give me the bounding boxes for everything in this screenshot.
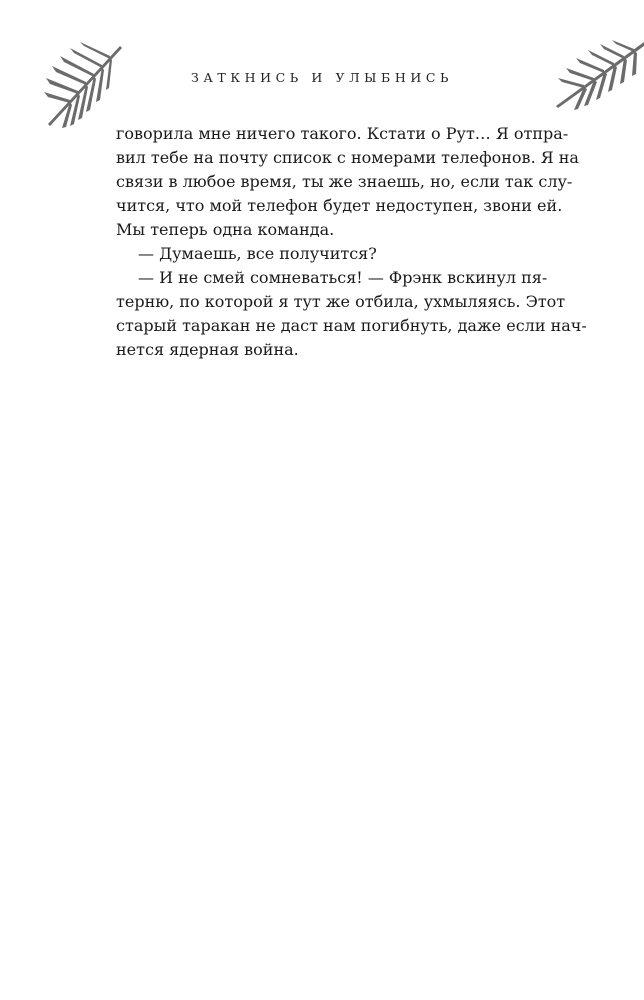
text-line: — И не смей сомневаться! — Фрэнк вскинул пя- — [138, 268, 548, 287]
text-line: старый таракан не даст нам погибнуть, даже если нач- — [116, 316, 587, 335]
text-line: говорила мне ничего такого. Кстати о Рут… Я отпра- — [116, 124, 569, 143]
text-line: терню, по которой я тут же отбила, ухмыляясь. Этот — [116, 292, 566, 311]
body-text — [116, 122, 587, 362]
text-line: нется ядерная война. — [116, 340, 299, 359]
text-line: чится, что мой телефон будет недоступен, звони ей. — [116, 196, 563, 215]
text-line: Мы теперь одна команда. — [116, 220, 335, 239]
running-header: ЗАТКНИСЬ И УЛЫБНИСЬ — [190, 70, 454, 85]
text-line: связи в любое время, ты же знаешь, но, если так слу- — [116, 172, 573, 191]
text-line: вил тебе на почту список с номерами телефонов. Я на — [116, 148, 579, 167]
text-line: — Думаешь, все получится? — [138, 244, 377, 263]
